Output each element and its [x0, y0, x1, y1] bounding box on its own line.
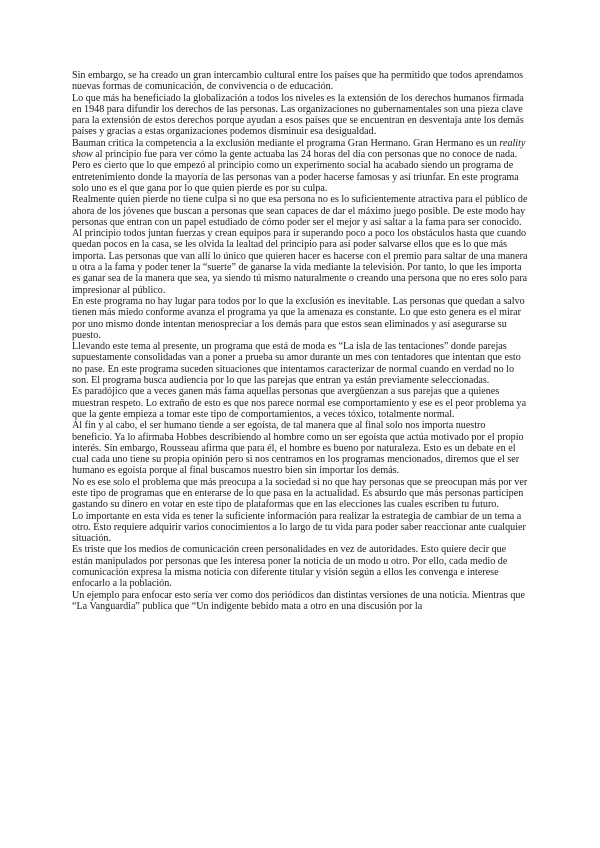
paragraph-exclusion: En este programa no hay lugar para todos por lo que la exclusión es inevitable. Las personas que quedan a salvo tienen más miedo conforme avanza el programa ya que la amenaza es constante. Lo que esto genera es el mirar por uno mismo donde intentan menospreciar a los demás para que estos sean eliminados y así asegurarse su puesto.	[72, 295, 525, 341]
paragraph-media: Es triste que los medios de comunicación creen personalidades en vez de autoridades. Esto quiere decir que están manipulados por personas que les interesa poner la noticia de un modo u otro. Por ello, cada medio de comunicación expresa la misma noticia con diferente titular y visión según a ellos les convenga e interese enfocarlo a la población.	[72, 544, 508, 590]
paragraph-cultural-exchange: Sin embargo, se ha creado un gran intercambio cultural entre los países que ha permitido que todos aprendamos nuevas formas de comunicación, de convivencia o de educación.	[72, 70, 524, 93]
gran-hermano-rest: al principio fue para ver cómo la gente actuaba las 24 horas del día con personas que no conoce de nada. Pero es cierto que lo que empezó al principio como un experimento social ha acabado siendo un programa de entretenimiento donde la mayoría de las personas van a poder hacerse famosas y así triunfar. En este programa solo uno es el que gana por lo que quien pierde es por su culpa.	[72, 149, 519, 194]
paragraph-paradox: Es paradójico que a veces ganen más fama aquellas personas que avergüenzan a sus parejas que a quienes muestran respeto. Lo extraño de esto es que nos parece normal ese comportamiento y ese es el peor problema ya que la gente empieza a tomar este tipo de comportamientos, a veces tóxico, totalmente normal.	[72, 386, 527, 420]
document-page	[72, 70, 528, 612]
paragraph-teams: Al principio todos juntan fuerzas y crean equipos para ir superando poco a poco los obstáculos hasta que cuando quedan pocos en la casa, se les olvida la lealtad del principio para así poder salvarse ellos que es lo que más importa. Las personas que van allí lo único que quieren hacer es hacerse con el premio para saltar de una manera u otra a la fama y poder tener la “suerte” de ganarse la vida mediante la televisión. Por tanto, lo que les importa es ganar sea de la manera que sea, ya siendo tú mismo naturalmente o creando una persona que no eres solo para impresionar al público.	[72, 228, 528, 296]
paragraph-society-concern: No es ese solo el problema que más preocupa a la sociedad si no que hay personas que se preocupan más por ver este tipo de programas que en enterarse de lo que pasa en la actualidad. Es absurdo que más personas participen gastando su dinero en votar en este tipo de plataformas que en las elecciones las cuales escriben tu futuro.	[72, 476, 528, 511]
paragraph-newspapers: Un ejemplo para enfocar esto sería ver como dos periódicos dan distintas versiones de una noticia. Mientras que “La Vanguardia” publica que “Un indigente bebido mata a otro en una discusión por la	[72, 589, 525, 612]
paragraph-hobbes-rousseau: Al fin y al cabo, el ser humano tiende a ser egoísta, de tal manera que al final solo nos importa nuestro beneficio. Ya lo afirmaba Hobbes describiendo al hombre como un ser egoísta que actúa motivado por el propio interés. Sin embargo, Rousseau afirma que para él, el hombre es bueno por naturaleza. Esto es un debate en el cual cada uno tiene su propia opinión pero si nos centramos en los programas mencionados, diremos que el ser humano es egoísta porque al final buscamos nuestro bien sin importar los demás.	[72, 420, 524, 477]
paragraph-human-rights: Lo que más ha beneficiado la globalización a todos los niveles es la extensión de los derechos humanos firmada en 1948 para difundir los derechos de las personas. Las organizaciones no gubernamentales son una pieza clave para la extensión de estos derechos porque ayudan a esos países que se encuentran en desventaja ante los demás países y gracias a estas organizaciones podemos disminuir esa desigualdad.	[72, 92, 524, 138]
paragraph-information: Lo importante en esta vida es tener la suficiente información para realizar la estrategia de cambiar de un tema a otro. Esto requiere adquirir varios conocimientos a lo largo de tu vida para poder saber reaccionar ante cualquier situación.	[72, 510, 526, 545]
paragraph-gran-hermano	[72, 138, 528, 194]
reality-show-term: reality show	[72, 137, 526, 161]
paragraph-isla-tentaciones: Llevando este tema al presente, un programa que está de moda es “La isla de las tentaciones” donde parejas supuestamente consolidadas van a poner a prueba su amor durante un mes con tentadores que intentan que esto no pase. En este programa suceden situaciones que intentamos caracterizar de normal cuando en verdad no lo son. El programa busca audiencia por lo que las parejas que entran ya están previamente seleccionadas.	[72, 341, 521, 387]
gran-hermano-intro: Bauman critica la competencia a la exclusión mediante el programa Gran Hermano. Gran Hermano es un	[72, 137, 497, 149]
paragraph-who-loses: Realmente quien pierde no tiene culpa si no que esa persona no es lo suficientemente atractiva para el público de ahora de los jóvenes que buscan a personas que sean capaces de dar el máximo juego posible. De este modo hay personas que entran con un papel estudiado de cómo poder ser el mejor y así saltar a la fama para ser conocido.	[72, 194, 528, 228]
